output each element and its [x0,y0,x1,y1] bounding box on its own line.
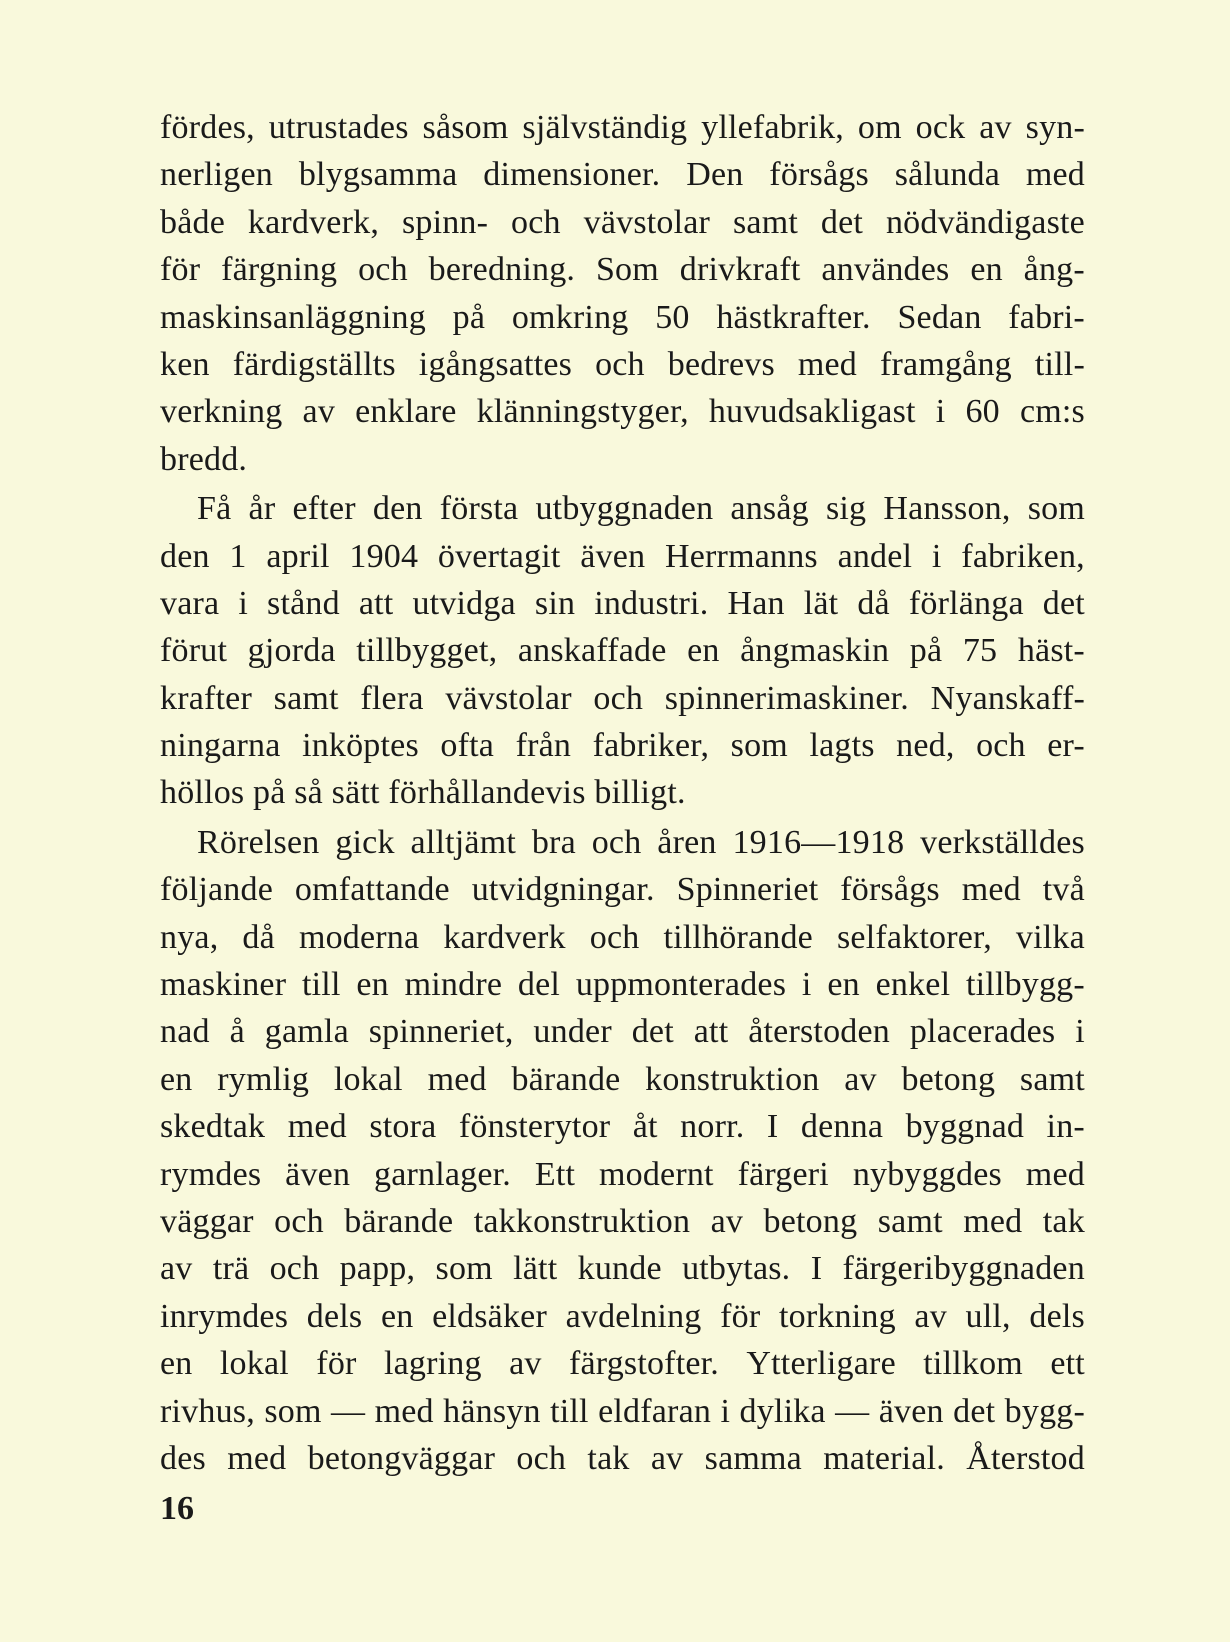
paragraph-2 [160,485,1085,817]
text-line: ken färdigställts igångsattes och bedrevs med framgång till- [160,345,1085,383]
text-line: des med betongväggar och tak av samma material. Återstod [160,1439,1085,1477]
text-line: bredd. [160,440,248,478]
text-line: den 1 april 1904 övertagit även Herrmanns andel i fabriken, [160,537,1085,575]
text-line: av trä och papp, som lätt kunde utbytas. I färgeribyggnaden [160,1250,1085,1288]
text-line: väggar och bärande takkonstruktion av betong samt med tak [160,1202,1085,1240]
text-line: nerligen blygsamma dimensioner. Den försågs sålunda med [160,156,1085,194]
text-line: vara i stånd att utvidga sin industri. Han lät då förlänga det [160,584,1085,622]
text-line: krafter samt flera vävstolar och spinnerimaskiner. Nyanskaff- [160,679,1085,717]
text-line: Få år efter den första utbyggnaden ansåg sig Hansson, som [197,490,1085,528]
text-line: maskiner till en mindre del uppmonterades i en enkel tillbygg- [160,966,1085,1004]
text-line: både kardverk, spinn- och vävstolar samt det nödvändigaste [160,203,1085,241]
text-line: förut gjorda tillbygget, anskaffade en ångmaskin på 75 häst- [160,632,1085,670]
text-line: maskinsanläggning på omkring 50 hästkrafter. Sedan fabri- [160,298,1085,336]
text-line: rymdes även garnlager. Ett modernt färgeri nybyggdes med [160,1155,1085,1193]
text-line: skedtak med stora fönsterytor åt norr. I denna byggnad in- [160,1108,1085,1146]
text-line: inrymdes dels en eldsäker avdelning för torkning av ull, dels [160,1297,1085,1335]
text-line: Rörelsen gick alltjämt bra och åren 1916—1918 verkställdes [197,823,1085,861]
text-line: för färgning och beredning. Som drivkraft användes en ång- [160,251,1085,289]
text-line: fördes, utrustades såsom självständig yllefabrik, om ock av syn- [160,109,1085,146]
text-line: en rymlig lokal med bärande konstruktion av betong samt [160,1060,1085,1098]
text-line: nya, då moderna kardverk och tillhörande selfaktorer, vilka [160,918,1085,956]
text-line: höllos på så sätt förhållandevis billigt. [160,774,686,812]
paragraph-3 [160,819,1085,1482]
text-line: följande omfattande utvidgningar. Spinneriet försågs med två [160,871,1085,909]
text-line: verkning av enklare klänningstyger, huvudsakligast i 60 cm:s [160,393,1085,431]
text-line: ningarna inköptes ofta från fabriker, som lagts ned, och er- [160,727,1085,765]
text-line: rivhus, som — med hänsyn till eldfaran i dylika — även det bygg- [160,1392,1085,1430]
page-number: 16 [160,1490,194,1527]
body-text [160,104,1085,1482]
text-line: en lokal för lagring av färgstofter. Ytterligare tillkom ett [160,1345,1085,1383]
paragraph-1 [160,104,1085,483]
text-line: nad å gamla spinneriet, under det att återstoden placerades i [160,1013,1085,1051]
